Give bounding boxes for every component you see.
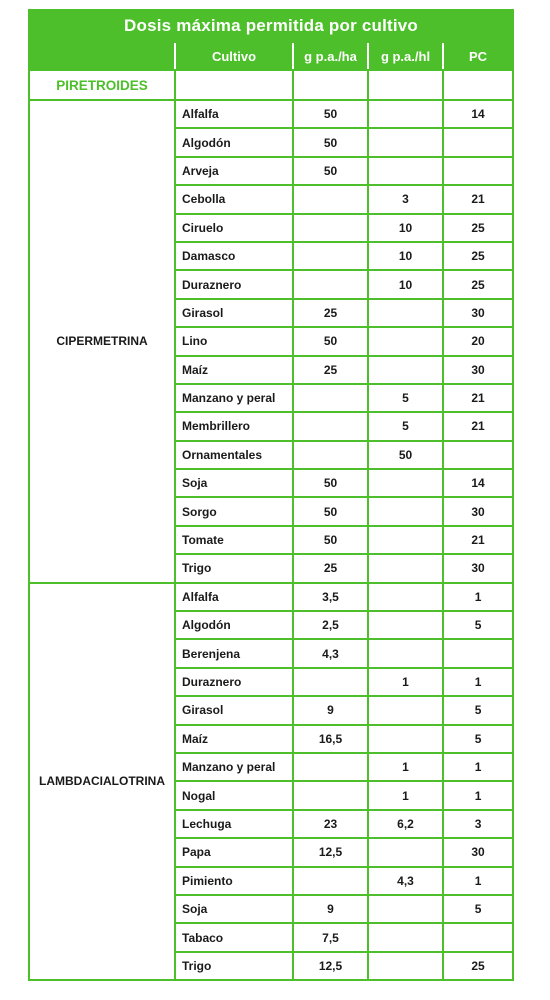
table-body xyxy=(29,70,513,980)
crop-cell: Algodón xyxy=(175,128,293,156)
dose-hl-cell xyxy=(368,356,443,384)
dose-ha-cell xyxy=(293,753,368,781)
crop-cell: Ornamentales xyxy=(175,441,293,469)
crop-cell: Pimiento xyxy=(175,867,293,895)
dose-hl-cell: 10 xyxy=(368,242,443,270)
dose-ha-cell xyxy=(293,270,368,298)
crop-cell: Arveja xyxy=(175,157,293,185)
dose-ha-cell xyxy=(293,412,368,440)
pc-cell xyxy=(443,441,513,469)
pc-cell: 1 xyxy=(443,867,513,895)
crop-cell: Berenjena xyxy=(175,639,293,667)
crop-cell: Girasol xyxy=(175,696,293,724)
crop-cell: Manzano y peral xyxy=(175,384,293,412)
dose-ha-cell xyxy=(293,384,368,412)
dose-hl-cell: 6,2 xyxy=(368,810,443,838)
header-g-pa-hl: g p.a./hl xyxy=(368,42,443,70)
crop-cell: Duraznero xyxy=(175,668,293,696)
dose-ha-cell: 3,5 xyxy=(293,583,368,611)
pc-cell: 21 xyxy=(443,412,513,440)
dose-hl-cell xyxy=(368,469,443,497)
dose-hl-cell xyxy=(368,327,443,355)
pc-cell: 1 xyxy=(443,753,513,781)
category-row xyxy=(29,70,513,100)
dose-hl-cell xyxy=(368,554,443,582)
dose-hl-cell xyxy=(368,838,443,866)
table-title-row xyxy=(29,10,513,42)
pc-cell: 20 xyxy=(443,327,513,355)
pc-cell: 3 xyxy=(443,810,513,838)
dose-hl-cell xyxy=(368,100,443,128)
category-empty-cell xyxy=(293,70,368,100)
crop-cell: Maíz xyxy=(175,725,293,753)
pc-cell: 21 xyxy=(443,384,513,412)
dose-ha-cell xyxy=(293,185,368,213)
dose-ha-cell: 50 xyxy=(293,128,368,156)
crop-cell: Duraznero xyxy=(175,270,293,298)
dose-hl-cell xyxy=(368,696,443,724)
pc-cell: 21 xyxy=(443,185,513,213)
pc-cell: 30 xyxy=(443,299,513,327)
dose-ha-cell xyxy=(293,781,368,809)
pc-cell: 5 xyxy=(443,696,513,724)
dose-ha-cell: 4,3 xyxy=(293,639,368,667)
crop-cell: Nogal xyxy=(175,781,293,809)
dose-hl-cell xyxy=(368,611,443,639)
pc-cell xyxy=(443,128,513,156)
dose-hl-cell: 3 xyxy=(368,185,443,213)
pc-cell: 25 xyxy=(443,214,513,242)
dose-ha-cell: 9 xyxy=(293,895,368,923)
pc-cell: 30 xyxy=(443,497,513,525)
dose-ha-cell: 50 xyxy=(293,469,368,497)
dose-ha-cell: 25 xyxy=(293,554,368,582)
category-empty-cell xyxy=(443,70,513,100)
pc-cell: 25 xyxy=(443,952,513,980)
dose-ha-cell: 12,5 xyxy=(293,952,368,980)
dose-hl-cell xyxy=(368,725,443,753)
pc-cell: 14 xyxy=(443,469,513,497)
dose-ha-cell: 9 xyxy=(293,696,368,724)
dose-hl-cell: 5 xyxy=(368,412,443,440)
crop-cell: Soja xyxy=(175,895,293,923)
table-row xyxy=(29,583,513,611)
crop-cell: Ciruelo xyxy=(175,214,293,242)
dose-hl-cell xyxy=(368,299,443,327)
crop-cell: Trigo xyxy=(175,554,293,582)
dose-ha-cell: 50 xyxy=(293,497,368,525)
crop-cell: Soja xyxy=(175,469,293,497)
dose-hl-cell: 50 xyxy=(368,441,443,469)
crop-cell: Tabaco xyxy=(175,923,293,951)
dose-hl-cell: 10 xyxy=(368,214,443,242)
dose-ha-cell: 16,5 xyxy=(293,725,368,753)
dose-hl-cell: 1 xyxy=(368,781,443,809)
crop-cell: Algodón xyxy=(175,611,293,639)
crop-cell: Tomate xyxy=(175,526,293,554)
crop-cell: Trigo xyxy=(175,952,293,980)
category-empty-cell xyxy=(175,70,293,100)
pc-cell: 5 xyxy=(443,725,513,753)
dose-ha-cell xyxy=(293,441,368,469)
crop-cell: Manzano y peral xyxy=(175,753,293,781)
dose-hl-cell xyxy=(368,895,443,923)
pc-cell: 1 xyxy=(443,781,513,809)
crop-cell: Cebolla xyxy=(175,185,293,213)
dose-ha-cell: 25 xyxy=(293,299,368,327)
column-header-row xyxy=(29,42,513,70)
dose-ha-cell: 50 xyxy=(293,526,368,554)
dose-ha-cell xyxy=(293,242,368,270)
header-blank xyxy=(29,42,175,70)
dose-hl-cell xyxy=(368,526,443,554)
pc-cell: 25 xyxy=(443,270,513,298)
dose-hl-cell xyxy=(368,639,443,667)
crop-cell: Alfalfa xyxy=(175,583,293,611)
table-row xyxy=(29,100,513,128)
dose-hl-cell xyxy=(368,952,443,980)
dose-ha-cell: 50 xyxy=(293,157,368,185)
dose-hl-cell: 1 xyxy=(368,753,443,781)
pc-cell xyxy=(443,639,513,667)
dose-hl-cell xyxy=(368,157,443,185)
dose-ha-cell xyxy=(293,668,368,696)
pc-cell: 30 xyxy=(443,554,513,582)
pc-cell: 5 xyxy=(443,611,513,639)
pc-cell: 21 xyxy=(443,526,513,554)
dose-hl-cell: 4,3 xyxy=(368,867,443,895)
dose-hl-cell: 1 xyxy=(368,668,443,696)
crop-cell: Membrillero xyxy=(175,412,293,440)
dosage-table-container xyxy=(28,9,512,981)
dose-ha-cell: 2,5 xyxy=(293,611,368,639)
active-ingredient-cell: LAMBDACIALOTRINA xyxy=(29,583,175,980)
pc-cell: 1 xyxy=(443,668,513,696)
dose-hl-cell xyxy=(368,583,443,611)
dose-hl-cell xyxy=(368,923,443,951)
dose-hl-cell xyxy=(368,128,443,156)
header-pc: PC xyxy=(443,42,513,70)
table-title: Dosis máxima permitida por cultivo xyxy=(29,10,513,42)
dose-hl-cell: 5 xyxy=(368,384,443,412)
crop-cell: Papa xyxy=(175,838,293,866)
dosage-table xyxy=(28,9,514,981)
crop-cell: Alfalfa xyxy=(175,100,293,128)
dose-hl-cell xyxy=(368,497,443,525)
crop-cell: Lino xyxy=(175,327,293,355)
active-ingredient-cell: CIPERMETRINA xyxy=(29,100,175,583)
crop-cell: Girasol xyxy=(175,299,293,327)
dose-ha-cell xyxy=(293,867,368,895)
dose-ha-cell: 25 xyxy=(293,356,368,384)
pc-cell: 14 xyxy=(443,100,513,128)
dose-hl-cell: 10 xyxy=(368,270,443,298)
dose-ha-cell: 50 xyxy=(293,100,368,128)
header-cultivo: Cultivo xyxy=(175,42,293,70)
pc-cell: 5 xyxy=(443,895,513,923)
pc-cell: 1 xyxy=(443,583,513,611)
dose-ha-cell xyxy=(293,214,368,242)
crop-cell: Lechuga xyxy=(175,810,293,838)
dose-ha-cell: 23 xyxy=(293,810,368,838)
dose-ha-cell: 7,5 xyxy=(293,923,368,951)
pc-cell xyxy=(443,157,513,185)
dose-ha-cell: 12,5 xyxy=(293,838,368,866)
category-label: PIRETROIDES xyxy=(29,70,175,100)
crop-cell: Maíz xyxy=(175,356,293,384)
crop-cell: Damasco xyxy=(175,242,293,270)
pc-cell: 25 xyxy=(443,242,513,270)
category-empty-cell xyxy=(368,70,443,100)
crop-cell: Sorgo xyxy=(175,497,293,525)
pc-cell xyxy=(443,923,513,951)
dose-ha-cell: 50 xyxy=(293,327,368,355)
header-g-pa-ha: g p.a./ha xyxy=(293,42,368,70)
pc-cell: 30 xyxy=(443,356,513,384)
pc-cell: 30 xyxy=(443,838,513,866)
